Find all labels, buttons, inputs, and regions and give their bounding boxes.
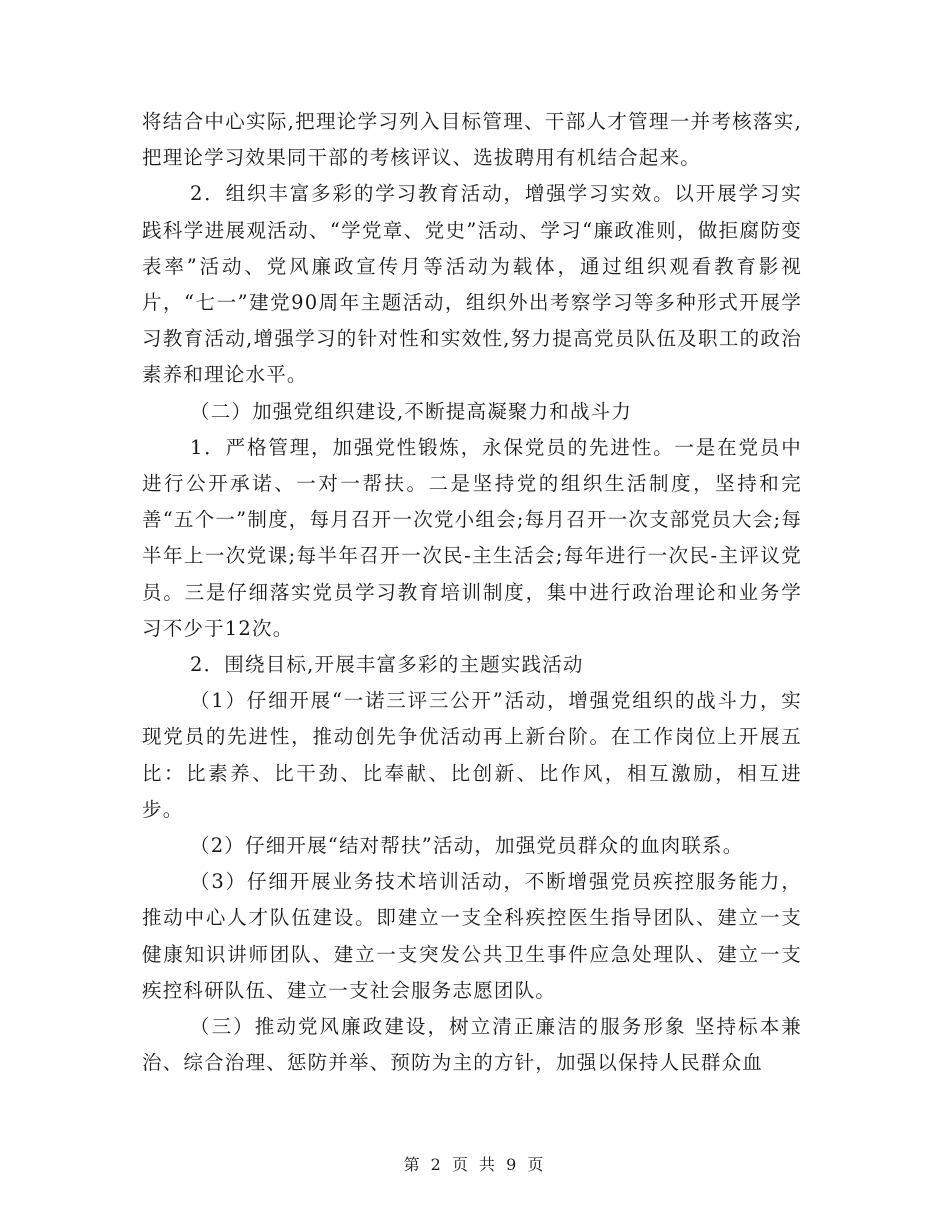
paragraph: （2）仔细开展“结对帮扶”活动，加强党员群众的血肉联系。 <box>190 834 744 858</box>
paragraph: （3）仔细开展业务技术培训活动，不断增强党员疾控服务能力，推动中心人才队伍建设。即建立一支全科疾控医生指导团队、建立一支健康知识讲师团队、建立一支突发公共卫生事件应急处理队、建立一支疾控科研队伍、建立一支社会服务志愿团队。 <box>142 870 802 1002</box>
page-number-footer: 第 2 页 共 9 页 <box>403 1155 547 1174</box>
paragraph: 1．严格管理，加强党性锻炼，永保党员的先进性。一是在党员中进行公开承诺、一对一帮扶。二是坚持党的组织生活制度，坚持和完善“五个一”制度，每月召开一次党小组会;每月召开一次支部党员大会;每半年上一次党课;每半年召开一次民-主生活会;每年进行一次民-主评议党员。三是仔细落实党员学习教育培训制度，集中进行政治理论和业务学习不少于12次。 <box>142 435 802 640</box>
section-heading: （三）推动党风廉政建设，树立清正廉洁的服务形象 坚持标本兼治、综合治理、惩防并举、预防为主的方针，加强以保持人民群众血 <box>142 1015 802 1075</box>
paragraph: （1）仔细开展“一诺三评三公开”活动，增强党组织的战斗力，实现党员的先进性，推动创先争优活动再上新台阶。在工作岗位上开展五比：比素养、比干劲、比奉献、比创新、比作风，相互激励，相互进步。 <box>142 689 802 821</box>
document-body <box>142 104 802 1081</box>
paragraph: 将结合中心实际,把理论学习列入目标管理、干部人才管理一并考核落实,把理论学习效果同干部的考核评议、选拔聘用有机结合起来。 <box>142 110 802 170</box>
section-heading: （二）加强党组织建设,不断提高凝聚力和战斗力 <box>190 399 633 423</box>
subsection-heading: 2．围绕目标,开展丰富多彩的主题实践活动 <box>190 653 584 677</box>
paragraph: 2．组织丰富多彩的学习教育活动，增强学习实效。以开展学习实践科学进展观活动、“学党章、党史”活动、学习“廉政准则，做拒腐防变表率”活动、党风廉政宣传月等活动为载体，通过组织观看教育影视片，“七一”建党90周年主题活动，组织外出考察学习等多种形式开展学习教育活动,增强学习的针对性和实效性,努力提高党员队伍及职工的政治素养和理论水平。 <box>142 182 802 387</box>
